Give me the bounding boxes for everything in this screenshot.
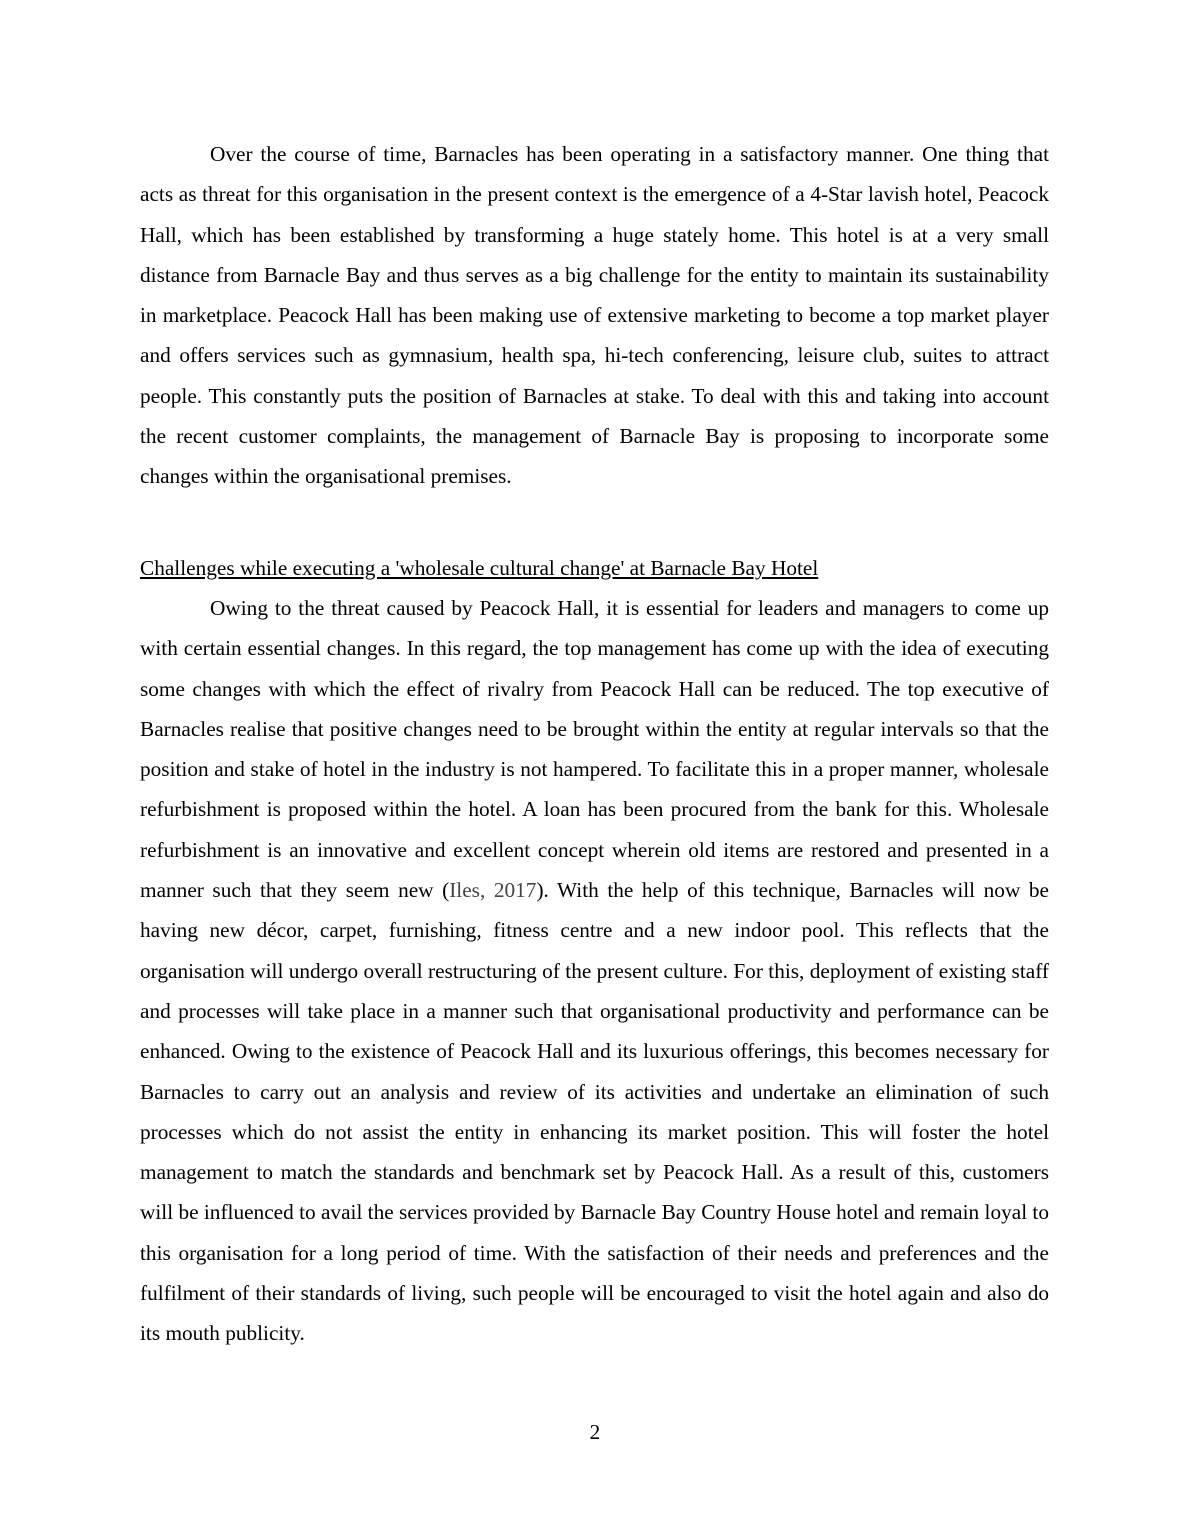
paragraph-intro: Over the course of time, Barnacles has been operating in a satisfactory manner. One thing that acts as threat for this organisation in the present context is the emergence of a 4-Star lavish hotel, Peacock Hall, which has been established by transforming a huge stately home. This hotel is at a very small distance from Barnacle Bay and thus serves as a big challenge for the entity to maintain its sustainability in marketplace. Peacock Hall has been making use of extensive marketing to become a top market player and offers services such as gymnasium, health spa, hi-tech conferencing, leisure club, suites to attract people. This constantly puts the position of Barnacles at stake. To deal with this and taking into account the recent customer complaints, the management of Barnacle Bay is proposing to incorporate some changes within the organisational premises. <box>140 142 1049 489</box>
page-number: 2 <box>589 1420 601 1444</box>
paragraph-challenges-text-start: Owing to the threat caused by Peacock Hall, it is essential for leaders and managers to come up with certain essential changes. In this regard, the top management has come up with the idea of executing some changes with which the effect of rivalry from Peacock Hall can be reduced. The top executive of Barnacles realise that positive changes need to be brought within the entity at regular intervals so that the position and stake of hotel in the industry is not hampered. To facilitate this in a proper manner, wholesale refurbishment is proposed within the hotel. A loan has been procured from the bank for this. Wholesale refurbishment is an innovative and excellent concept wherein old items are restored and presented in a manner such that they seem new ( <box>140 596 1049 903</box>
citation-link[interactable]: Iles, 2017 <box>449 878 537 903</box>
paragraph-challenges <box>140 588 1049 1354</box>
section-heading: Challenges while executing a 'wholesale cultural change' at Barnacle Bay Hotel <box>140 556 819 580</box>
paragraph-challenges-text-end: ). With the help of this technique, Barnacles will now be having new décor, carpet, furnishing, fitness centre and a new indoor pool. This reflects that the organisation will undergo overall restructuring of the present culture. For this, deployment of existing staff and processes will take place in a manner such that organisational productivity and performance can be enhanced. Owing to the existence of Peacock Hall and its luxurious offerings, this becomes necessary for Barnacles to carry out an analysis and review of its activities and undertake an elimination of such processes which do not assist the entity in enhancing its market position. This will foster the hotel management to match the standards and benchmark set by Peacock Hall. As a result of this, customers will be influenced to avail the services provided by Barnacle Bay Country House hotel and remain loyal to this organisation for a long period of time. With the satisfaction of their needs and preferences and the fulfilment of their standards of living, such people will be encouraged to visit the hotel again and also do its mouth publicity. <box>140 878 1049 1346</box>
